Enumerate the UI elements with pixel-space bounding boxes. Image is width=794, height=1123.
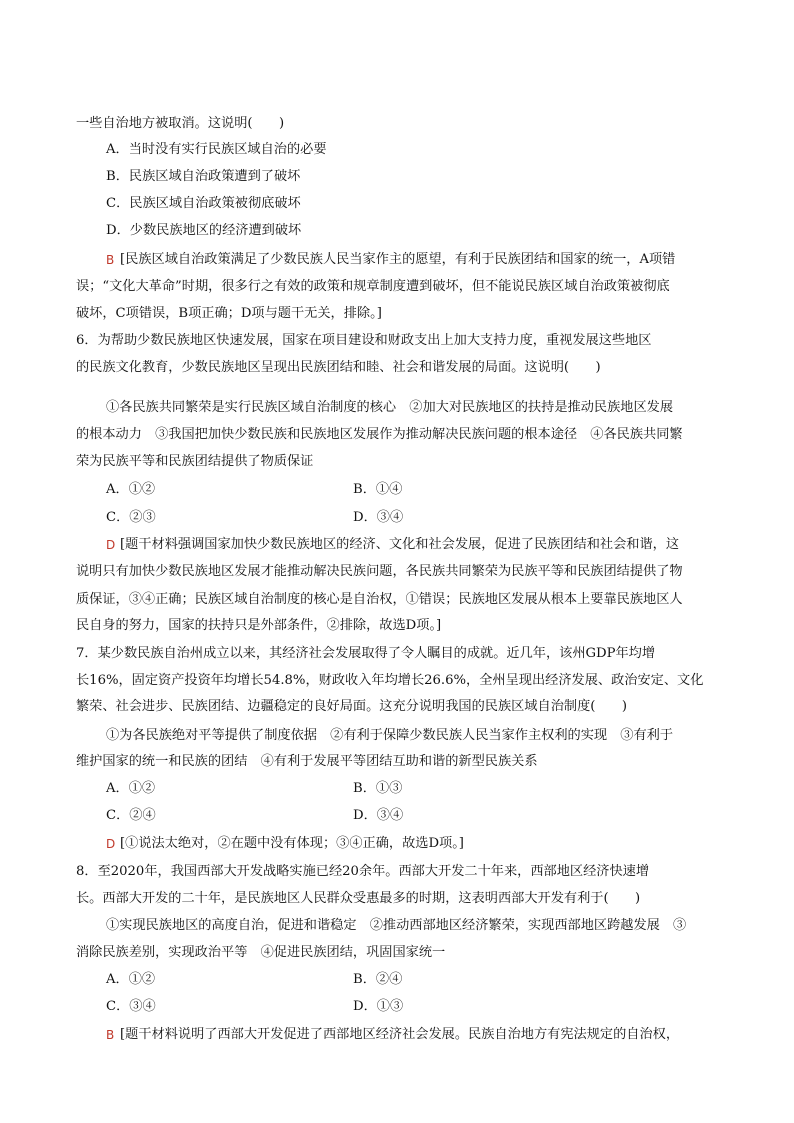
text-line	[0, 612, 794, 640]
text-line	[0, 802, 794, 830]
text-line	[0, 586, 794, 614]
text-line	[0, 966, 794, 994]
text-line	[0, 273, 794, 301]
text-segment: 误；“文化大革命”时期，很多行之有效的政策和规章制度遭到破坏，但不能说民族区域自治政策被彻底	[76, 279, 670, 294]
text-segment: 繁荣、社会进步、民族团结、边疆稳定的良好局面。这充分说明我国的民族区域自治制度( )	[76, 699, 627, 714]
text-line	[0, 939, 794, 967]
text-segment: 质保证，③④正确；民族区域自治制度的核心是自治权，①错误；民族地区发展从根本上要靠民族地区人	[76, 592, 683, 607]
text-line	[0, 394, 794, 422]
text-segment: C．③④	[106, 999, 156, 1014]
text-line	[0, 354, 794, 382]
text-line	[0, 858, 794, 886]
text-segment: 消除民族差别，实现政治平等 ④促进民族团结，巩固国家统一	[76, 945, 446, 960]
text-segment: B．②④	[353, 972, 403, 987]
text-segment: ①实现民族地区的高度自治，促进和谐稳定 ②推动西部地区经济繁荣，实现西部地区跨越发展 ③	[106, 918, 687, 933]
text-segment: 维护国家的统一和民族的团结 ④有利于发展平等团结互助和谐的新型民族关系	[76, 754, 538, 769]
text-line	[0, 531, 794, 559]
text-line	[0, 163, 794, 191]
text-segment: C．②④	[106, 808, 156, 823]
text-segment: 破坏，C项错误，B项正确；D项与题干无关，排除。]	[76, 306, 382, 321]
text-segment: A．①②	[106, 781, 156, 796]
text-segment: D．③④	[353, 510, 404, 525]
text-segment: 8．至2020年，我国西部大开发战略实施已经20余年。西部大开发二十年来，西部地区经济快速增	[76, 864, 650, 879]
text-segment: ①为各民族绝对平等提供了制度依据 ②有利于保障少数民族人民当家作主权利的实现 ③有利于	[106, 728, 674, 743]
text-segment: A．①②	[106, 482, 156, 497]
text-segment: 民自身的努力，国家的扶持只是外部条件，②排除，故选D项。]	[76, 618, 442, 633]
text-line	[0, 1021, 794, 1049]
text-line	[0, 327, 794, 355]
text-line	[0, 775, 794, 803]
text-segment: A．①②	[106, 972, 156, 987]
text-segment: 6．为帮助少数民族地区快速发展，国家在项目建设和财政支出上加大支持力度，重视发展这些地区	[76, 333, 652, 348]
text-segment: D．少数民族地区的经济遭到破坏	[106, 223, 302, 238]
text-segment: C．②③	[106, 510, 156, 525]
text-line	[0, 300, 794, 328]
text-segment: 长。西部大开发的二十年，是民族地区人民群众受惠最多的时期，这表明西部大开发有利于( )	[76, 891, 641, 906]
text-line	[0, 830, 794, 858]
text-line	[0, 217, 794, 245]
text-segment: [题干材料强调国家加快少数民族地区的经济、文化和社会发展，促进了民族团结和社会和谐，这	[120, 537, 680, 552]
text-segment: 长16%，固定资产投资年均增长54.8%，财政收入年均增长26.6%，全州呈现出经济发展、政治安定、文化	[76, 673, 704, 688]
text-line	[0, 448, 794, 476]
text-line	[0, 748, 794, 776]
text-line	[0, 190, 794, 218]
text-segment: 一些自治地方被取消。这说明( )	[76, 116, 285, 131]
text-segment: 7．某少数民族自治州成立以来，其经济社会发展取得了令人瞩目的成就。近几年，该州GDP年均增	[76, 646, 656, 661]
text-segment: 说明只有加快少数民族地区发展才能推动解决民族问题，各民族共同繁荣为民族平等和民族团结提供了物	[76, 564, 683, 579]
text-line	[0, 885, 794, 913]
text-segment: B．民族区域自治政策遭到了破坏	[106, 169, 301, 184]
answer-letter: B	[106, 253, 115, 267]
text-line	[0, 504, 794, 532]
text-line	[0, 246, 794, 274]
text-line	[0, 693, 794, 721]
text-line	[0, 640, 794, 668]
text-line	[0, 558, 794, 586]
text-line	[0, 912, 794, 940]
text-segment: [①说法太绝对，②在题中没有体现；③④正确，故选D项。]	[120, 836, 464, 851]
text-segment: ①各民族共同繁荣是实行民族区域自治制度的核心 ②加大对民族地区的扶持是推动民族地区发展	[106, 400, 674, 415]
text-line	[0, 421, 794, 449]
text-segment: C．民族区域自治政策被彻底破坏	[106, 196, 301, 211]
answer-letter: D	[106, 837, 116, 851]
text-line	[0, 993, 794, 1021]
text-segment: [题干材料说明了西部大开发促进了西部地区经济社会发展。民族自治地方有宪法规定的自治权，	[120, 1027, 680, 1042]
text-segment: 荣为民族平等和民族团结提供了物质保证	[76, 454, 314, 469]
text-segment: 的根本动力 ③我国把加快少数民族和民族地区发展作为推动解决民族问题的根本途径 ④各民族共同繁	[76, 427, 683, 442]
text-line	[0, 136, 794, 164]
text-segment: 的民族文化教育，少数民族地区呈现出民族团结和睦、社会和谐发展的局面。这说明( )	[76, 360, 601, 375]
text-segment: [民族区域自治政策满足了少数民族人民当家作主的愿望，有利于民族团结和国家的统一，A项错	[120, 252, 676, 267]
answer-letter: D	[106, 538, 116, 552]
text-segment: B．①③	[353, 781, 403, 796]
text-segment: D．③④	[353, 808, 404, 823]
text-line	[0, 110, 794, 138]
answer-letter: B	[106, 1028, 115, 1042]
text-line	[0, 476, 794, 504]
text-segment: D．①③	[353, 999, 404, 1014]
text-segment: A．当时没有实行民族区域自治的必要	[106, 142, 327, 157]
text-segment: B．①④	[353, 482, 403, 497]
text-line	[0, 722, 794, 750]
text-line	[0, 667, 794, 695]
